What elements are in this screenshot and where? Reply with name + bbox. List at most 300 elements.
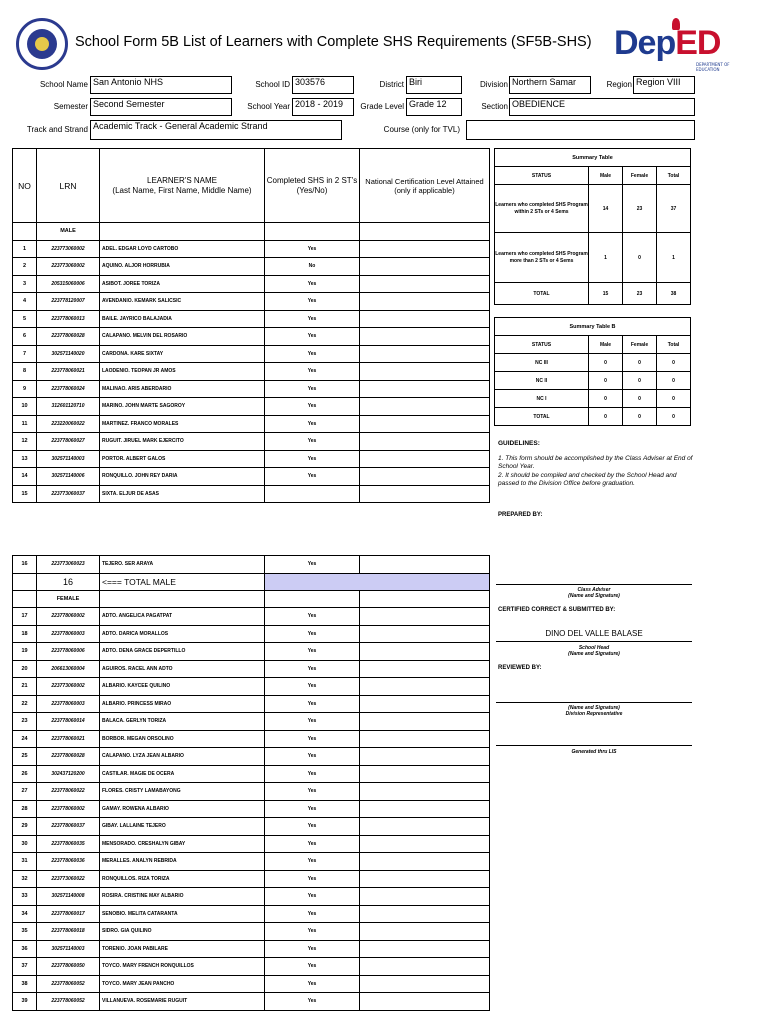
row-completed: Yes	[265, 695, 360, 713]
row-completed: Yes	[265, 905, 360, 923]
row-completed: Yes	[265, 783, 360, 801]
table-row	[13, 975, 490, 993]
row-completed: Yes	[265, 958, 360, 976]
row-no: 10	[13, 398, 37, 416]
summary-header-male: Male	[589, 167, 623, 185]
row-lrn: 302437120200	[37, 765, 100, 783]
row-lrn: 223778060003	[37, 695, 100, 713]
district-field: Biri	[406, 76, 462, 94]
row-lrn: 223778060021	[37, 730, 100, 748]
row-ncl	[360, 748, 490, 766]
summary-b-row	[495, 372, 691, 390]
row-completed: Yes	[265, 468, 360, 486]
summary-row-status: Learners who completed SHS Program within 2 STs or 4 Sems	[495, 185, 589, 233]
row-learner-name: RONQUILLO. JOHN REY DARIA	[100, 468, 265, 486]
row-ncl	[360, 556, 490, 574]
summary-b-status: NC I	[495, 390, 589, 408]
row-ncl	[360, 870, 490, 888]
row-learner-name: SIDRO. GIA QUILINO	[100, 923, 265, 941]
row-no: 6	[13, 328, 37, 346]
row-learner-name: RUGUIT. JIRUEL MARK EJERCITO	[100, 433, 265, 451]
row-completed: Yes	[265, 328, 360, 346]
summary-b-header-female: Female	[623, 336, 657, 354]
summary-b-header-male: Male	[589, 336, 623, 354]
row-no: 20	[13, 660, 37, 678]
row-no: 33	[13, 888, 37, 906]
row-learner-name: FLORES. CRISTY LAMABAYONG	[100, 783, 265, 801]
row-ncl	[360, 818, 490, 836]
row-lrn: 302571140003	[37, 940, 100, 958]
table-row	[13, 608, 490, 626]
school-year-field: 2018 - 2019	[292, 98, 354, 116]
row-lrn: 223778060002	[37, 608, 100, 626]
row-no: 25	[13, 748, 37, 766]
row-lrn: 302571140020	[37, 345, 100, 363]
table-row	[13, 800, 490, 818]
row-lrn: 223778060022	[37, 783, 100, 801]
row-ncl	[360, 695, 490, 713]
row-no: 8	[13, 363, 37, 381]
row-completed: Yes	[265, 310, 360, 328]
table-row	[13, 240, 490, 258]
school-head-label: School Head	[578, 645, 610, 651]
row-no: 36	[13, 940, 37, 958]
table-row	[13, 993, 490, 1011]
row-ncl	[360, 310, 490, 328]
row-completed: Yes	[265, 660, 360, 678]
row-learner-name: GIBAY. LALLAINE TEJERO	[100, 818, 265, 836]
row-learner-name: SIXTA. ELJUR DE ASAS	[100, 485, 265, 503]
row-no: 9	[13, 380, 37, 398]
row-learner-name: BALACA. GERLYN TORIZA	[100, 713, 265, 731]
grade-level-label: Grade Level	[360, 102, 404, 111]
summary-total-male: 15	[589, 283, 623, 305]
row-completed: Yes	[265, 380, 360, 398]
row-ncl	[360, 923, 490, 941]
row-completed: Yes	[265, 625, 360, 643]
table-row	[13, 310, 490, 328]
table-row	[13, 765, 490, 783]
row-no: 28	[13, 800, 37, 818]
row-ncl	[360, 888, 490, 906]
summary-total-female: 23	[623, 283, 657, 305]
table-row	[13, 748, 490, 766]
row-lrn: 223773060037	[37, 485, 100, 503]
row-lrn: 223778060027	[37, 433, 100, 451]
row-no: 39	[13, 993, 37, 1011]
form-title: School Form 5B List of Learners with Complete SHS Requirements (SF5B-SHS)	[75, 34, 592, 50]
class-adviser-label: Class Adviser	[577, 587, 611, 593]
row-completed: Yes	[265, 713, 360, 731]
row-lrn: 223773060002	[37, 258, 100, 276]
row-lrn: 223773060002	[37, 678, 100, 696]
summary-b-header-status: STATUS	[495, 336, 589, 354]
row-no: 17	[13, 608, 37, 626]
row-completed	[265, 485, 360, 503]
row-ncl	[360, 608, 490, 626]
row-no: 21	[13, 678, 37, 696]
summary-b-female: 0	[623, 408, 657, 426]
row-learner-name: BORBOR. MEGAN ORSOLINO	[100, 730, 265, 748]
row-lrn: 223778060052	[37, 975, 100, 993]
class-adviser-sub: (Name and Signature)	[568, 593, 620, 599]
row-no: 7	[13, 345, 37, 363]
row-learner-name: BAILE. JAYRICO BALAJADIA	[100, 310, 265, 328]
table-row	[13, 380, 490, 398]
header-lrn: LRN	[37, 149, 100, 223]
row-ncl	[360, 835, 490, 853]
row-learner-name: MARINO. JOHN MARTE SAGOROY	[100, 398, 265, 416]
row-ncl	[360, 958, 490, 976]
table-row	[13, 853, 490, 871]
row-ncl	[360, 975, 490, 993]
row-no: 14	[13, 468, 37, 486]
row-no: 1	[13, 240, 37, 258]
row-no: 29	[13, 818, 37, 836]
division-rep-label: Division Representative	[565, 711, 623, 717]
region-field: Region VIII	[633, 76, 695, 94]
school-head-sub: (Name and Signature)	[568, 651, 620, 657]
table-row	[13, 678, 490, 696]
school-id-field: 303576	[292, 76, 354, 94]
school-name-field: San Antonio NHS	[90, 76, 232, 94]
row-ncl	[360, 800, 490, 818]
row-no: 24	[13, 730, 37, 748]
row-ncl	[360, 450, 490, 468]
row-no: 3	[13, 275, 37, 293]
row-ncl	[360, 940, 490, 958]
row-lrn: 223778120007	[37, 293, 100, 311]
row-ncl	[360, 730, 490, 748]
school-year-label: School Year	[247, 102, 290, 111]
row-ncl	[360, 258, 490, 276]
row-lrn: 223778060036	[37, 853, 100, 871]
school-name-label: School Name	[39, 80, 88, 89]
row-ncl	[360, 275, 490, 293]
row-learner-name: CALAPANO. LYZA JEAN ALBARIO	[100, 748, 265, 766]
row-learner-name: MARTINEZ. FRANCO MORALES	[100, 415, 265, 433]
row-lrn: 302571140003	[37, 450, 100, 468]
row-no: 31	[13, 853, 37, 871]
summary-b-male: 0	[589, 372, 623, 390]
guideline-1: 1. This form should be accomplished by the Class Adviser at End of School Year.	[498, 455, 693, 470]
table-row	[13, 730, 490, 748]
semester-field: Second Semester	[90, 98, 232, 116]
table-row	[13, 433, 490, 451]
row-ncl	[360, 678, 490, 696]
row-no: 16	[13, 556, 37, 574]
table-row	[13, 485, 490, 503]
school-head-name: DINO DEL VALLE BALASE	[545, 629, 643, 638]
deped-logo: DepED DEPARTMENT OF EDUCATION	[612, 18, 752, 70]
summary-b-status: NC II	[495, 372, 589, 390]
row-learner-name: ALBARIO. KAYCEE QUILINO	[100, 678, 265, 696]
row-no: 34	[13, 905, 37, 923]
row-learner-name: ADEL. EDGAR LOYD CARTOBO	[100, 240, 265, 258]
summary-b-male: 0	[589, 354, 623, 372]
summary-b-title: Summary Table B	[495, 318, 691, 336]
summary-b-female: 0	[623, 354, 657, 372]
row-lrn: 223220060022	[37, 415, 100, 433]
district-label: District	[379, 80, 404, 89]
row-completed: Yes	[265, 433, 360, 451]
summary-total-total: 38	[657, 283, 691, 305]
deped-seal-logo	[16, 18, 68, 70]
row-ncl	[360, 468, 490, 486]
row-no: 30	[13, 835, 37, 853]
semester-label: Semester	[53, 102, 88, 111]
guidelines-title: GUIDELINES:	[498, 440, 540, 447]
row-learner-name: VILLANUEVA. ROSEMARIE RUGUIT	[100, 993, 265, 1011]
table-row	[13, 625, 490, 643]
summary-b-male: 0	[589, 408, 623, 426]
male-section-label: MALE	[37, 223, 100, 241]
row-ncl	[360, 713, 490, 731]
row-lrn: 205315060006	[37, 275, 100, 293]
generated-label: Generated thru LIS	[571, 749, 617, 755]
row-completed: Yes	[265, 293, 360, 311]
row-no: 27	[13, 783, 37, 801]
row-lrn: 223778060014	[37, 713, 100, 731]
row-ncl	[360, 433, 490, 451]
summary-row-male: 14	[589, 185, 623, 233]
row-lrn: 223778060052	[37, 993, 100, 1011]
summary-table	[494, 148, 691, 305]
prepared-by-label: PREPARED BY:	[498, 512, 543, 518]
table-row	[13, 275, 490, 293]
row-lrn: 223778060037	[37, 818, 100, 836]
row-no: 15	[13, 485, 37, 503]
summary-total-label: TOTAL	[495, 283, 589, 305]
row-no: 35	[13, 923, 37, 941]
summary-b-total: 0	[657, 390, 691, 408]
row-lrn: 223778060002	[37, 800, 100, 818]
row-completed: Yes	[265, 765, 360, 783]
row-completed: Yes	[265, 853, 360, 871]
row-learner-name: ADTO. DARICA MORALLOS	[100, 625, 265, 643]
row-learner-name: TOYCO. MARY FRENCH RONQUILLOS	[100, 958, 265, 976]
row-completed: Yes	[265, 240, 360, 258]
summary-b-row	[495, 354, 691, 372]
row-ncl	[360, 783, 490, 801]
table-row	[13, 398, 490, 416]
row-learner-name: RONQUILLOS. RIZA TORIZA	[100, 870, 265, 888]
header-ncl: National Certification Level Attained (only if applicable)	[360, 149, 490, 223]
summary-row-female: 0	[623, 233, 657, 283]
table-row	[13, 450, 490, 468]
summary-row-status: Learners who completed SHS Program more than 2 STs or 4 Sems	[495, 233, 589, 283]
summary-header-female: Female	[623, 167, 657, 185]
row-ncl	[360, 415, 490, 433]
row-completed: Yes	[265, 608, 360, 626]
table-row	[13, 363, 490, 381]
track-label: Track and Strand	[26, 125, 88, 134]
row-ncl	[360, 485, 490, 503]
total-male-label: <=== TOTAL MALE	[100, 573, 265, 590]
total-male-count: 16	[37, 573, 100, 590]
row-ncl	[360, 643, 490, 661]
row-learner-name: SENOBIO. MELITA CATARANTA	[100, 905, 265, 923]
table-row	[13, 835, 490, 853]
row-lrn: 223778060028	[37, 328, 100, 346]
row-learner-name: ALBARIO. PRINCESS MIRAO	[100, 695, 265, 713]
row-completed: Yes	[265, 940, 360, 958]
table-row	[13, 293, 490, 311]
table-row	[13, 415, 490, 433]
summary-header-total: Total	[657, 167, 691, 185]
table-row	[13, 818, 490, 836]
row-ncl	[360, 765, 490, 783]
row-completed: Yes	[265, 275, 360, 293]
summary-table-b	[494, 317, 691, 426]
row-lrn: 223778060003	[37, 625, 100, 643]
summary-b-total: 0	[657, 408, 691, 426]
learners-table-continued	[12, 555, 490, 1011]
row-learner-name: MALINAO. ARIS ABERDARIO	[100, 380, 265, 398]
row-lrn: 223773060023	[37, 556, 100, 574]
division-label: Division	[479, 80, 508, 89]
summary-title: Summary Table	[495, 149, 691, 167]
row-no: 19	[13, 643, 37, 661]
row-no: 22	[13, 695, 37, 713]
row-ncl	[360, 625, 490, 643]
row-completed: Yes	[265, 870, 360, 888]
row-completed: Yes	[265, 556, 360, 574]
row-completed: Yes	[265, 450, 360, 468]
row-no: 18	[13, 625, 37, 643]
row-learner-name: AGUIROS. RACEL ANN ADTO	[100, 660, 265, 678]
certified-label: CERTIFIED CORRECT & SUBMITTED BY:	[498, 607, 616, 613]
table-row	[13, 556, 490, 574]
row-lrn: 223778060028	[37, 748, 100, 766]
summary-row-female: 23	[623, 185, 657, 233]
row-completed: Yes	[265, 678, 360, 696]
row-completed: Yes	[265, 398, 360, 416]
table-row	[13, 468, 490, 486]
row-learner-name: TORENIO. JOAN PABILARE	[100, 940, 265, 958]
division-field: Northern Samar	[509, 76, 591, 94]
row-completed: Yes	[265, 345, 360, 363]
row-completed: No	[265, 258, 360, 276]
row-ncl	[360, 363, 490, 381]
row-learner-name: MENSORADO. CRESHALYN GIBAY	[100, 835, 265, 853]
header-completed: Completed SHS in 2 ST's (Yes/No)	[265, 149, 360, 223]
row-ncl	[360, 905, 490, 923]
summary-row-total: 37	[657, 185, 691, 233]
summary-b-status: TOTAL	[495, 408, 589, 426]
summary-b-total: 0	[657, 372, 691, 390]
table-row	[13, 783, 490, 801]
summary-row-male: 1	[589, 233, 623, 283]
row-learner-name: GAMAY. ROWENA ALBARIO	[100, 800, 265, 818]
track-field: Academic Track - General Academic Strand	[90, 120, 342, 140]
row-ncl	[360, 240, 490, 258]
row-completed: Yes	[265, 730, 360, 748]
row-ncl	[360, 345, 490, 363]
row-learner-name: ROSIRA. CRISTINE MAY ALBARIO	[100, 888, 265, 906]
row-ncl	[360, 293, 490, 311]
row-no: 23	[13, 713, 37, 731]
row-learner-name: CALAPANO. MELVIN DEL ROSARIO	[100, 328, 265, 346]
section-field: OBEDIENCE	[509, 98, 695, 116]
table-row	[13, 888, 490, 906]
row-no: 4	[13, 293, 37, 311]
row-ncl	[360, 853, 490, 871]
guideline-2: 2. It should be compiled and checked by the School Head and passed to the Division Office before graduation.	[498, 472, 677, 487]
row-no: 5	[13, 310, 37, 328]
row-learner-name: TOYCO. MARY JEAN PANCHO	[100, 975, 265, 993]
summary-b-header-total: Total	[657, 336, 691, 354]
row-completed: Yes	[265, 993, 360, 1011]
row-no: 37	[13, 958, 37, 976]
row-completed: Yes	[265, 975, 360, 993]
row-ncl	[360, 328, 490, 346]
summary-header-status: STATUS	[495, 167, 589, 185]
row-learner-name: CASTILAR. MAGIE DE OCERA	[100, 765, 265, 783]
summary-b-female: 0	[623, 390, 657, 408]
row-ncl	[360, 660, 490, 678]
female-section-label: FEMALE	[37, 590, 100, 608]
row-completed: Yes	[265, 415, 360, 433]
row-completed: Yes	[265, 363, 360, 381]
table-row	[13, 713, 490, 731]
summary-b-total: 0	[657, 354, 691, 372]
section-label: Section	[481, 102, 508, 111]
row-lrn: 302571140006	[37, 468, 100, 486]
summary-b-female: 0	[623, 372, 657, 390]
table-row	[13, 258, 490, 276]
row-learner-name: CARDONA. KARE SIXTAY	[100, 345, 265, 363]
table-row	[13, 923, 490, 941]
summary-b-status: NC III	[495, 354, 589, 372]
reviewed-by-label: REVIEWED BY:	[498, 665, 542, 671]
grade-level-field: Grade 12	[406, 98, 462, 116]
row-learner-name: ADTO. ANGELICA PAGATPAT	[100, 608, 265, 626]
row-lrn: 223778060013	[37, 310, 100, 328]
row-no: 11	[13, 415, 37, 433]
row-ncl	[360, 398, 490, 416]
course-label: Course (only for TVL)	[383, 125, 460, 134]
table-row	[13, 958, 490, 976]
row-completed: Yes	[265, 643, 360, 661]
row-no: 2	[13, 258, 37, 276]
row-completed: Yes	[265, 835, 360, 853]
row-completed: Yes	[265, 888, 360, 906]
region-label: Region	[606, 80, 632, 89]
division-rep-sub: (Name and Signature)	[568, 705, 620, 711]
row-no: 13	[13, 450, 37, 468]
row-lrn: 223778060006	[37, 643, 100, 661]
row-lrn: 223778060035	[37, 835, 100, 853]
summary-b-male: 0	[589, 390, 623, 408]
row-learner-name: ASIBOT. JOREE TORIZA	[100, 275, 265, 293]
row-learner-name: TEJERO. SER ARAYA	[100, 556, 265, 574]
table-row	[13, 660, 490, 678]
table-row	[13, 328, 490, 346]
row-ncl	[360, 380, 490, 398]
header-name: LEARNER'S NAME (Last Name, First Name, Middle Name)	[100, 149, 265, 223]
row-lrn: 206613060004	[37, 660, 100, 678]
row-learner-name: LAODENIO. TEOPAN JR AMOS	[100, 363, 265, 381]
summary-b-row	[495, 408, 691, 426]
table-row	[13, 940, 490, 958]
row-learner-name: PORTOR. ALBERT GALOS	[100, 450, 265, 468]
table-row	[13, 695, 490, 713]
summary-b-row	[495, 390, 691, 408]
row-lrn: 302571140008	[37, 888, 100, 906]
row-learner-name: AQUINO. ALJOR HORRUBIA	[100, 258, 265, 276]
row-lrn: 312601120710	[37, 398, 100, 416]
